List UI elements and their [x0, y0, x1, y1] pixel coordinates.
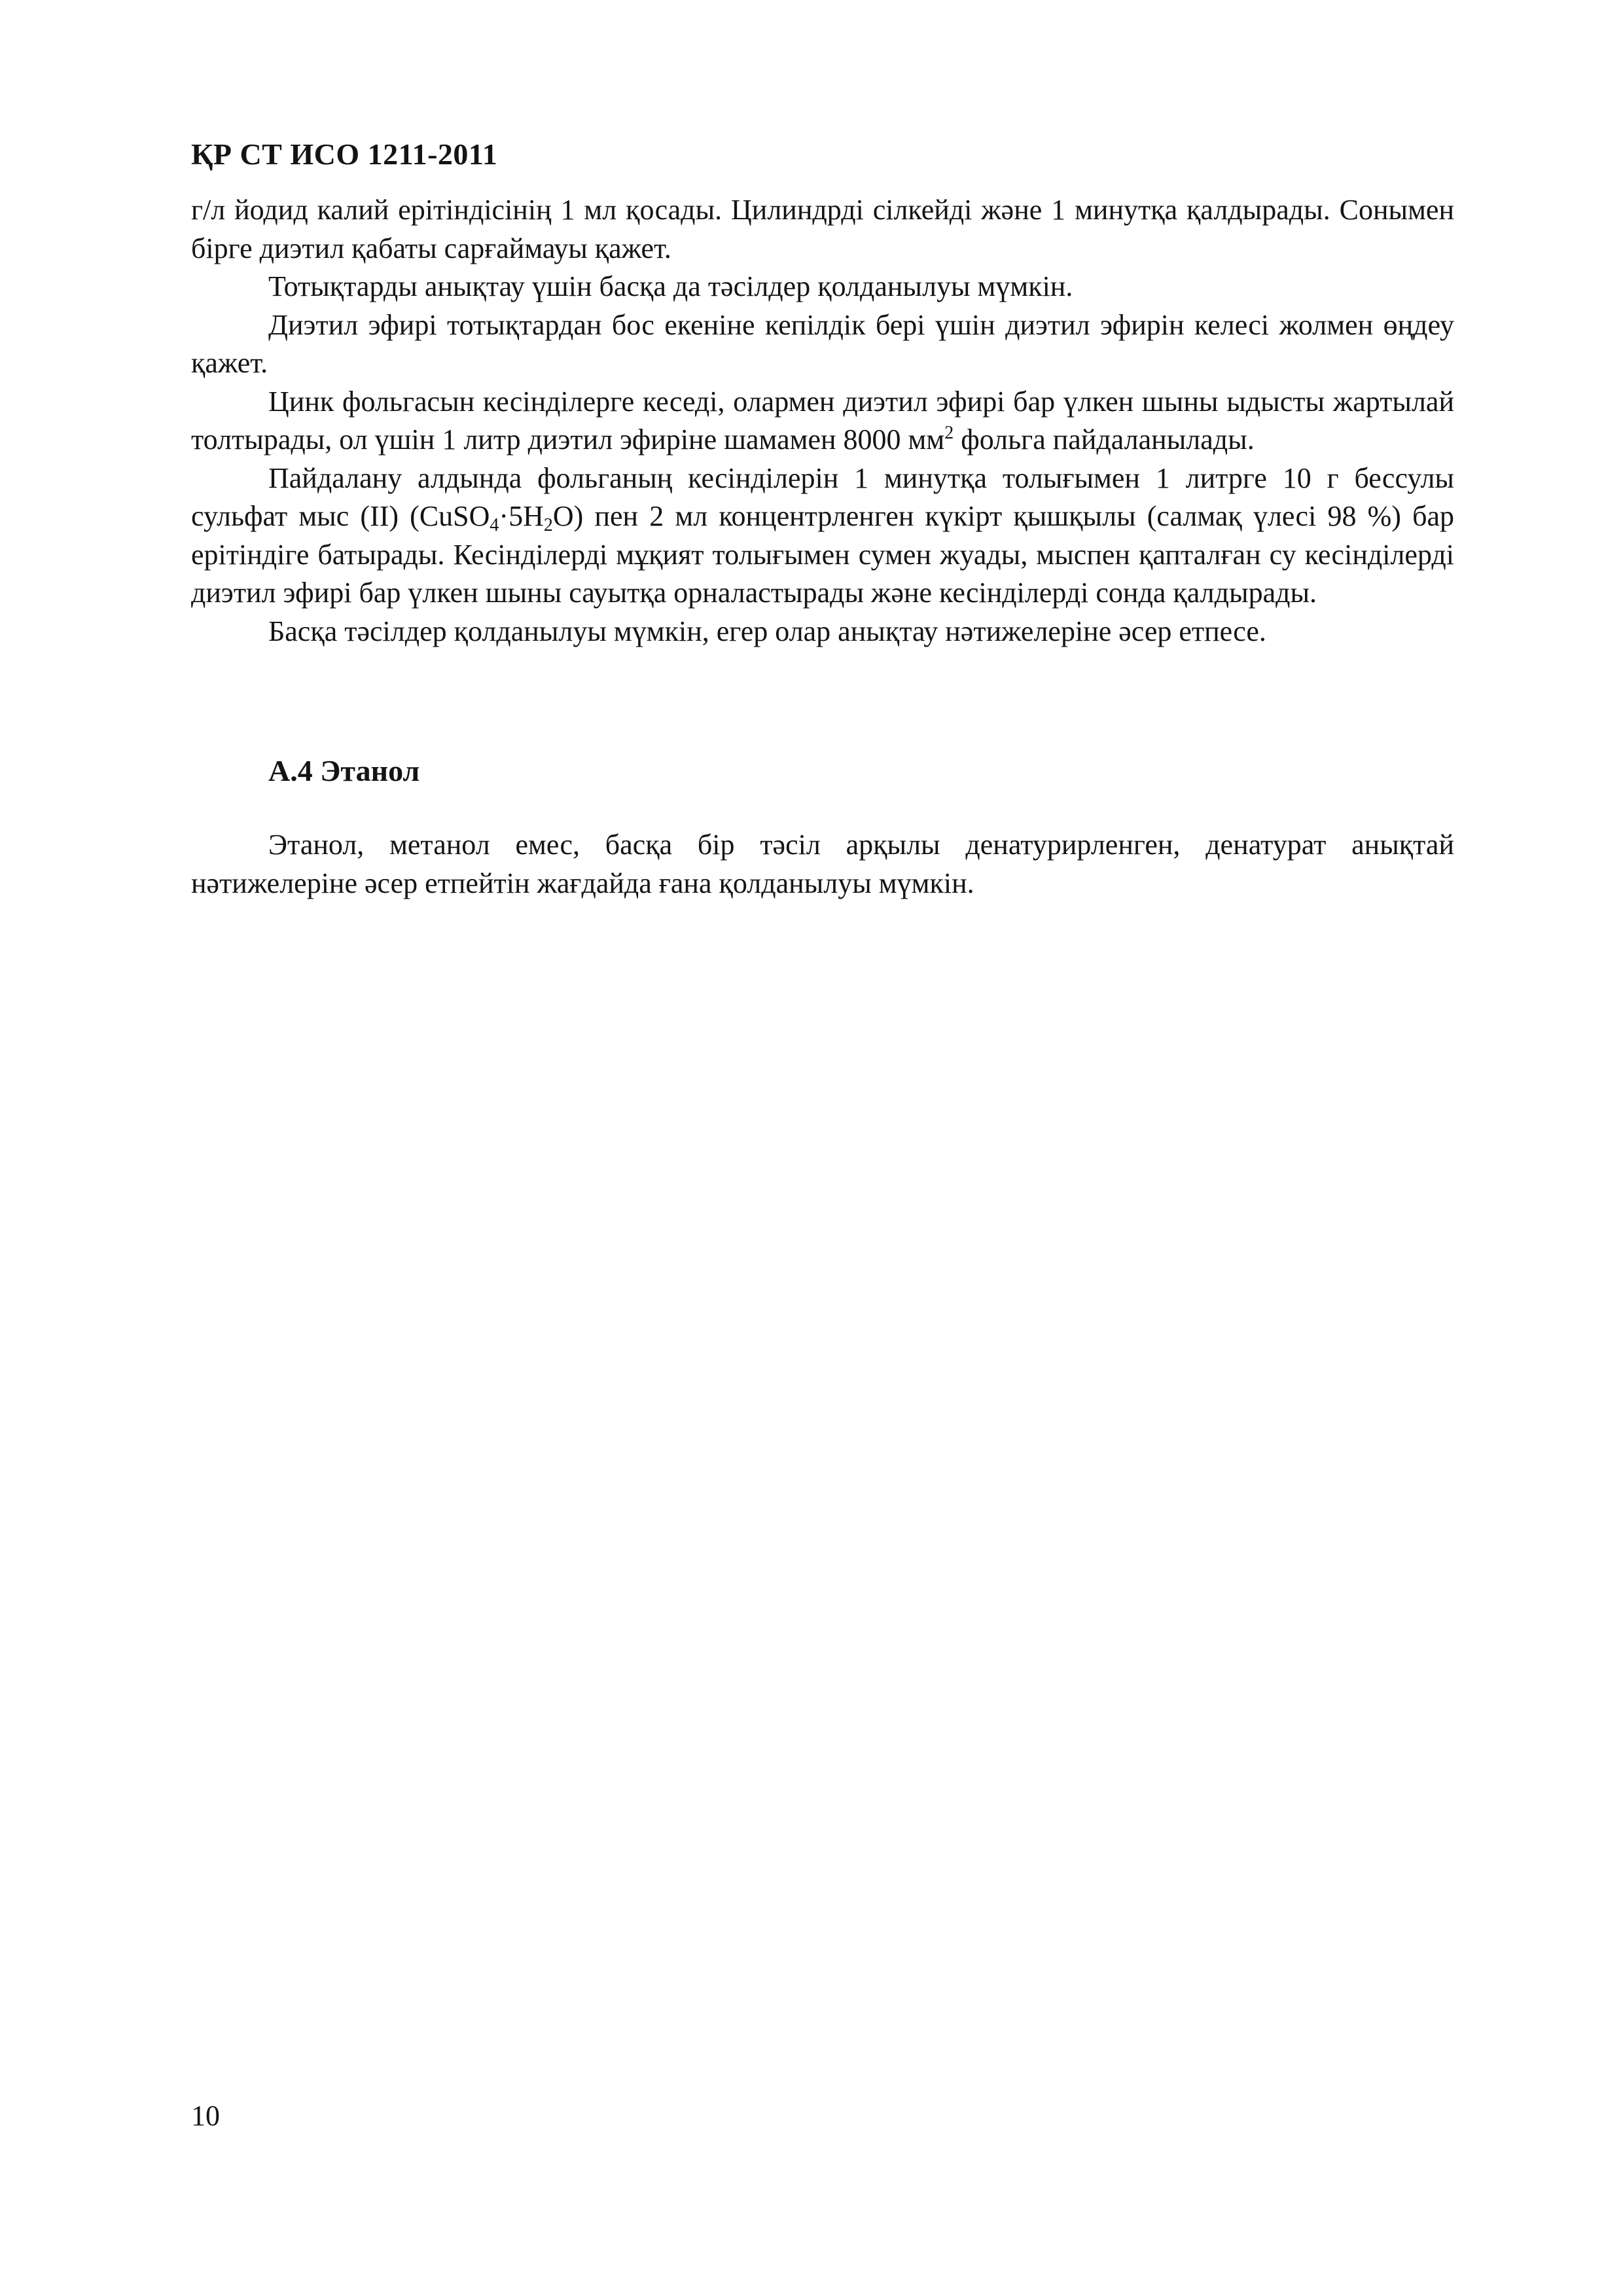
paragraph-iodide-test: г/л йодид калий ерітіндісінің 1 мл қосады. Цилиндрді сілкейді және 1 минутқа қалдырады. Сонымен бірге диэтил қабаты сарғаймауы қажет. [191, 194, 1454, 264]
area-unit-superscript: 2 [944, 423, 954, 443]
formula-subscript-4: 4 [490, 515, 499, 535]
page-number: 10 [191, 2100, 220, 2132]
formula-middle: ·5H [499, 500, 544, 532]
paragraph-ethanol: Этанол, метанол емес, басқа бір тәсіл арқылы денатурирленген, денатурат анықтай нәтижелеріне әсер етпейтін жағдайда ғана қолданылуы мүмкін. [191, 829, 1454, 899]
paragraph-alternative-methods: Басқа тәсілдер қолданылуы мүмкін, егер олар анықтау нәтижелеріне әсер етпесе. [268, 615, 1266, 647]
copper-sulfate-text-after: O) пен 2 мл концентрленген күкірт қышқылы (салмақ үлесі 98 %) бар ерітіндіге батырады. Кесінділерді мұқият толығымен сумен жуады, мыспен қапталған су кесінділерді диэтил эфирі бар үлкен шыны сауытқа орналастырады және кесінділерді сонда қалдырады. [191, 500, 1454, 609]
paragraph-ether-treatment: Диэтил эфирі тотықтардан бос екеніне кепілдік бері үшін диэтил эфирін келесі жолмен өңдеу қажет. [191, 308, 1454, 379]
paragraph-zinc-foil [191, 383, 1454, 459]
section-body-ethanol [191, 826, 1454, 903]
zinc-foil-text-before: Цинк фольгасын кесінділерге кеседі, олармен диэтил эфирі бар үлкен шыны ыдысты жартылай толтырады, ол үшін 1 литр диэтил эфиріне шамамен 8000 мм [191, 385, 1454, 456]
zinc-foil-text-after: фольга пайдаланылады. [954, 423, 1255, 456]
paragraph-other-methods: Тотықтарды анықтау үшін басқа да тәсілдер қолданылуы мүмкін. [268, 270, 1073, 302]
formula-subscript-2: 2 [543, 515, 553, 535]
standard-code-header: ҚР СТ ИСО 1211-2011 [191, 137, 498, 171]
copper-sulfate-text-before: Пайдалану алдында фольганың кесінділерін 1 минутқа толығымен 1 литрге 10 г бессулы сульфат мыс (II) (CuSO [191, 461, 1454, 532]
section-heading-ethanol: А.4 Этанол [268, 754, 420, 787]
main-text-block [191, 191, 1454, 651]
paragraph-copper-sulfate [191, 459, 1454, 613]
